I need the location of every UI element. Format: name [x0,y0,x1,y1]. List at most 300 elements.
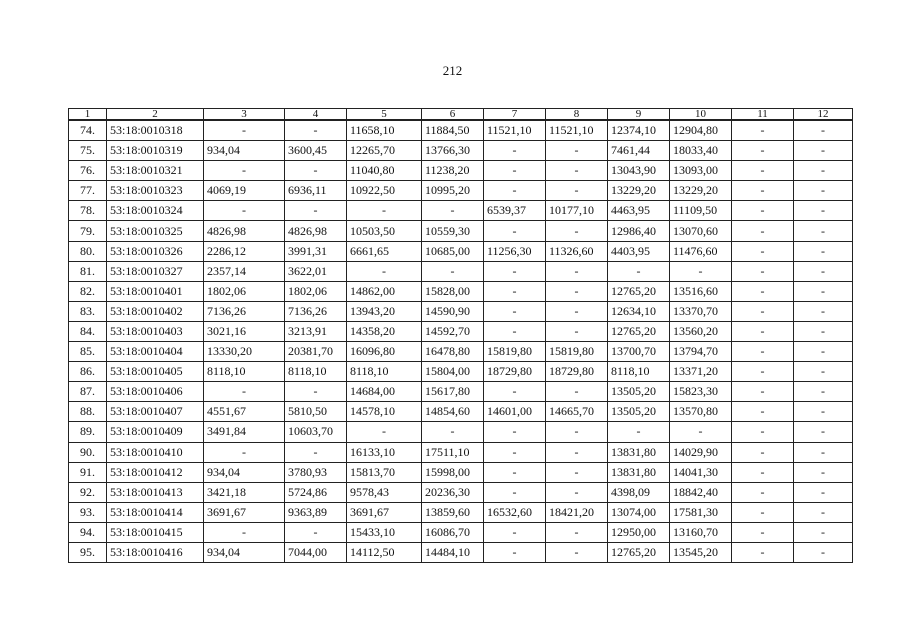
table-cell-col-3: 4826,98 [204,221,285,241]
column-header-10: 10 [670,109,732,121]
table-cell-col-1: 84. [69,321,107,341]
table-cell-col-7: - [484,522,546,542]
table-cell-col-8: - [546,321,608,341]
table-cell-col-11: - [732,221,794,241]
table-cell-col-7: - [484,221,546,241]
table-cell-col-1: 74. [69,120,107,141]
table-cell-col-10: 13093,00 [670,161,732,181]
table-cell-col-8: - [546,542,608,562]
table-cell-col-11: - [732,181,794,201]
table-cell-col-8: - [546,482,608,502]
table-cell-col-2: 53:18:0010327 [107,261,204,281]
table-cell-col-12: - [794,402,853,422]
table-cell-col-5: 16133,10 [347,442,422,462]
table-cell-col-12: - [794,221,853,241]
table-cell-col-5: 14358,20 [347,321,422,341]
table-cell-col-1: 92. [69,482,107,502]
table-cell-col-12: - [794,462,853,482]
table-cell-col-7: - [484,281,546,301]
table-cell-col-8: 18421,20 [546,502,608,522]
table-row [69,542,853,562]
table-cell-col-12: - [794,181,853,201]
table-cell-col-11: - [732,120,794,141]
table-row [69,221,853,241]
table-cell-col-6: 14592,70 [422,321,484,341]
table-cell-col-6: 10685,00 [422,241,484,261]
table-cell-col-1: 87. [69,382,107,402]
table-cell-col-12: - [794,281,853,301]
table-row [69,442,853,462]
table-cell-col-8: - [546,141,608,161]
table-cell-col-10: 12904,80 [670,120,732,141]
table-cell-col-1: 95. [69,542,107,562]
table-cell-col-1: 88. [69,402,107,422]
table-cell-col-7: - [484,462,546,482]
table-cell-col-4: - [285,382,347,402]
table-cell-col-9: 13229,20 [608,181,670,201]
table-cell-col-3: 8118,10 [204,362,285,382]
table-cell-col-11: - [732,522,794,542]
table-cell-col-6: 14484,10 [422,542,484,562]
table-cell-col-3: 934,04 [204,141,285,161]
table-cell-col-3: 3691,67 [204,502,285,522]
table-cell-col-10: 13371,20 [670,362,732,382]
table-cell-col-9: 12634,10 [608,301,670,321]
table-cell-col-4: - [285,120,347,141]
table-cell-col-12: - [794,342,853,362]
table-cell-col-12: - [794,141,853,161]
table-cell-col-7: 18729,80 [484,362,546,382]
table-cell-col-10: - [670,422,732,442]
table-cell-col-2: 53:18:0010416 [107,542,204,562]
table-cell-col-5: - [347,422,422,442]
table-cell-col-4: 3600,45 [285,141,347,161]
table-cell-col-6: 15804,00 [422,362,484,382]
table-cell-col-11: - [732,502,794,522]
table-cell-col-7: 15819,80 [484,342,546,362]
table-row [69,482,853,502]
table-cell-col-9: 13043,90 [608,161,670,181]
table-cell-col-12: - [794,241,853,261]
table-row [69,241,853,261]
table-cell-col-11: - [732,422,794,442]
table-cell-col-3: - [204,120,285,141]
table-cell-col-4: 10603,70 [285,422,347,442]
table-cell-col-3: 2286,12 [204,241,285,261]
table-cell-col-10: 13570,80 [670,402,732,422]
column-header-11: 11 [732,109,794,121]
table-cell-col-1: 83. [69,301,107,321]
table-cell-col-8: - [546,422,608,442]
data-table [68,108,853,563]
table-cell-col-7: - [484,181,546,201]
table-cell-col-12: - [794,482,853,502]
table-cell-col-1: 93. [69,502,107,522]
table-cell-col-8: - [546,221,608,241]
column-header-6: 6 [422,109,484,121]
table-cell-col-5: - [347,201,422,221]
table-cell-col-6: 10559,30 [422,221,484,241]
table-cell-col-6: 14590,90 [422,301,484,321]
table-cell-col-6: 11884,50 [422,120,484,141]
table-cell-col-3: 2357,14 [204,261,285,281]
table-cell-col-6: 16086,70 [422,522,484,542]
table-cell-col-3: - [204,161,285,181]
table-cell-col-12: - [794,321,853,341]
table-cell-col-3: - [204,522,285,542]
table-cell-col-8: 11326,60 [546,241,608,261]
table-cell-col-7: - [484,301,546,321]
table-cell-col-6: 14854,60 [422,402,484,422]
table-cell-col-3: 4069,19 [204,181,285,201]
table-cell-col-11: - [732,161,794,181]
table-cell-col-3: 934,04 [204,542,285,562]
table-cell-col-4: 7044,00 [285,542,347,562]
table-cell-col-12: - [794,382,853,402]
table-cell-col-11: - [732,442,794,462]
table-cell-col-8: 15819,80 [546,342,608,362]
table-cell-col-6: 15828,00 [422,281,484,301]
table-cell-col-11: - [732,281,794,301]
table-cell-col-9: 13831,80 [608,462,670,482]
table-cell-col-6: 15617,80 [422,382,484,402]
table-cell-col-7: - [484,422,546,442]
table-cell-col-7: - [484,321,546,341]
table-row [69,362,853,382]
table-cell-col-8: 14665,70 [546,402,608,422]
table-cell-col-10: 13794,70 [670,342,732,362]
table-cell-col-1: 94. [69,522,107,542]
table-cell-col-7: 14601,00 [484,402,546,422]
table-row [69,342,853,362]
table-cell-col-7: 6539,37 [484,201,546,221]
table-cell-col-1: 81. [69,261,107,281]
table-cell-col-11: - [732,542,794,562]
table-cell-col-2: 53:18:0010405 [107,362,204,382]
table-cell-col-5: 13943,20 [347,301,422,321]
table-cell-col-5: 11040,80 [347,161,422,181]
table-cell-col-5: - [347,261,422,281]
column-header-12: 12 [794,109,853,121]
table-cell-col-4: - [285,442,347,462]
table-cell-col-6: 10995,20 [422,181,484,201]
table-cell-col-1: 76. [69,161,107,181]
table-cell-col-11: - [732,342,794,362]
table-cell-col-2: 53:18:0010403 [107,321,204,341]
table-cell-col-7: - [484,161,546,181]
table-row [69,161,853,181]
table-cell-col-3: 934,04 [204,462,285,482]
table-cell-col-1: 77. [69,181,107,201]
table-cell-col-12: - [794,542,853,562]
table-cell-col-1: 79. [69,221,107,241]
table-cell-col-8: - [546,161,608,181]
table-cell-col-8: 10177,10 [546,201,608,221]
table-cell-col-8: - [546,382,608,402]
table-cell-col-5: 15813,70 [347,462,422,482]
table-cell-col-1: 89. [69,422,107,442]
table-cell-col-4: 7136,26 [285,301,347,321]
table-cell-col-12: - [794,422,853,442]
table-cell-col-11: - [732,261,794,281]
table-row [69,181,853,201]
table-body [69,120,853,563]
table-cell-col-10: 11476,60 [670,241,732,261]
table-cell-col-10: 13160,70 [670,522,732,542]
table-cell-col-1: 85. [69,342,107,362]
table-cell-col-4: 3213,91 [285,321,347,341]
table-cell-col-10: 18842,40 [670,482,732,502]
table-row [69,141,853,161]
table-cell-col-10: 13545,20 [670,542,732,562]
table-cell-col-4: 5724,86 [285,482,347,502]
table-cell-col-7: - [484,442,546,462]
table-cell-col-10: 15823,30 [670,382,732,402]
table-cell-col-9: 12765,20 [608,321,670,341]
table-row [69,201,853,221]
table-cell-col-2: 53:18:0010406 [107,382,204,402]
table-cell-col-10: 14029,90 [670,442,732,462]
table-cell-col-10: 11109,50 [670,201,732,221]
table-cell-col-2: 53:18:0010412 [107,462,204,482]
table-cell-col-2: 53:18:0010404 [107,342,204,362]
table-cell-col-4: - [285,201,347,221]
table-cell-col-4: 20381,70 [285,342,347,362]
table-cell-col-1: 78. [69,201,107,221]
table-cell-col-5: 10922,50 [347,181,422,201]
table-cell-col-5: 9578,43 [347,482,422,502]
table-cell-col-4: 9363,89 [285,502,347,522]
table-cell-col-4: 1802,06 [285,281,347,301]
table-cell-col-11: - [732,241,794,261]
table-cell-col-10: 18033,40 [670,141,732,161]
table-cell-col-5: 3691,67 [347,502,422,522]
table-cell-col-8: - [546,281,608,301]
table-cell-col-3: - [204,442,285,462]
column-header-8: 8 [546,109,608,121]
table-cell-col-9: 7461,44 [608,141,670,161]
table-cell-col-1: 82. [69,281,107,301]
table-cell-col-9: 13505,20 [608,382,670,402]
table-row [69,281,853,301]
table-cell-col-3: 3491,84 [204,422,285,442]
table-cell-col-2: 53:18:0010407 [107,402,204,422]
table-cell-col-11: - [732,301,794,321]
table-cell-col-6: 20236,30 [422,482,484,502]
table-cell-col-8: - [546,442,608,462]
table-cell-col-11: - [732,482,794,502]
table-cell-col-4: 3780,93 [285,462,347,482]
table-cell-col-8: 11521,10 [546,120,608,141]
table-cell-col-12: - [794,522,853,542]
table-cell-col-10: 13560,20 [670,321,732,341]
table-cell-col-6: 13859,60 [422,502,484,522]
table-row [69,522,853,542]
table-cell-col-9: 12986,40 [608,221,670,241]
table-cell-col-9: 12950,00 [608,522,670,542]
table-cell-col-9: 12765,20 [608,281,670,301]
table-cell-col-4: 3622,01 [285,261,347,281]
table-cell-col-8: - [546,301,608,321]
table-row [69,321,853,341]
column-header-9: 9 [608,109,670,121]
table-cell-col-9: 4403,95 [608,241,670,261]
table-cell-col-7: 11256,30 [484,241,546,261]
table-cell-col-9: 4463,95 [608,201,670,221]
table-cell-col-6: - [422,201,484,221]
table-row [69,261,853,281]
table-cell-col-5: 10503,50 [347,221,422,241]
table-cell-col-12: - [794,502,853,522]
table-cell-col-8: - [546,462,608,482]
table-cell-col-12: - [794,161,853,181]
table-cell-col-9: 13505,20 [608,402,670,422]
table-cell-col-2: 53:18:0010413 [107,482,204,502]
table-cell-col-2: 53:18:0010415 [107,522,204,542]
table-cell-col-2: 53:18:0010401 [107,281,204,301]
table-cell-col-7: - [484,542,546,562]
table-cell-col-8: 18729,80 [546,362,608,382]
table-cell-col-11: - [732,362,794,382]
table-cell-col-3: 4551,67 [204,402,285,422]
column-header-7: 7 [484,109,546,121]
table-cell-col-2: 53:18:0010410 [107,442,204,462]
table-cell-col-2: 53:18:0010414 [107,502,204,522]
table-row [69,462,853,482]
table-cell-col-5: 8118,10 [347,362,422,382]
table-header-row [69,109,853,121]
table-cell-col-3: 3421,18 [204,482,285,502]
table-cell-col-10: 14041,30 [670,462,732,482]
table-cell-col-5: 16096,80 [347,342,422,362]
table-cell-col-4: 3991,31 [285,241,347,261]
table-cell-col-1: 90. [69,442,107,462]
column-header-5: 5 [347,109,422,121]
table-cell-col-5: 12265,70 [347,141,422,161]
table-cell-col-2: 53:18:0010319 [107,141,204,161]
table-cell-col-12: - [794,261,853,281]
table-row [69,402,853,422]
table-cell-col-5: 14112,50 [347,542,422,562]
table-cell-col-6: 15998,00 [422,462,484,482]
table-cell-col-4: 6936,11 [285,181,347,201]
table-cell-col-8: - [546,261,608,281]
table-cell-col-10: 13370,70 [670,301,732,321]
table-cell-col-12: - [794,201,853,221]
table-cell-col-1: 80. [69,241,107,261]
table-cell-col-5: 14862,00 [347,281,422,301]
table-cell-col-2: 53:18:0010318 [107,120,204,141]
table-cell-col-4: 5810,50 [285,402,347,422]
table-cell-col-7: - [484,261,546,281]
column-header-1: 1 [69,109,107,121]
table-cell-col-11: - [732,382,794,402]
table-cell-col-8: - [546,522,608,542]
table-cell-col-12: - [794,362,853,382]
table-cell-col-2: 53:18:0010325 [107,221,204,241]
table-cell-col-3: - [204,382,285,402]
page-number: 212 [442,63,463,78]
table-cell-col-4: - [285,522,347,542]
table-cell-col-4: 4826,98 [285,221,347,241]
table-cell-col-7: - [484,382,546,402]
table-cell-col-10: 13070,60 [670,221,732,241]
table-cell-col-5: 15433,10 [347,522,422,542]
table-cell-col-2: 53:18:0010321 [107,161,204,181]
table-cell-col-2: 53:18:0010324 [107,201,204,221]
table-cell-col-9: 8118,10 [608,362,670,382]
table-cell-col-9: - [608,422,670,442]
table-cell-col-4: 8118,10 [285,362,347,382]
table-cell-col-11: - [732,462,794,482]
table-cell-col-6: - [422,261,484,281]
table-cell-col-3: 3021,16 [204,321,285,341]
table-cell-col-7: - [484,482,546,502]
table-cell-col-11: - [732,201,794,221]
table-cell-col-3: 1802,06 [204,281,285,301]
table-cell-col-1: 91. [69,462,107,482]
table-cell-col-12: - [794,301,853,321]
table-cell-col-9: 12765,20 [608,542,670,562]
table-cell-col-6: 16478,80 [422,342,484,362]
table-cell-col-11: - [732,402,794,422]
table-cell-col-6: 11238,20 [422,161,484,181]
table-cell-col-2: 53:18:0010402 [107,301,204,321]
table-cell-col-10: 13229,20 [670,181,732,201]
table-cell-col-2: 53:18:0010409 [107,422,204,442]
table-cell-col-6: 13766,30 [422,141,484,161]
table-cell-col-7: - [484,141,546,161]
table-cell-col-9: - [608,261,670,281]
table-row [69,120,853,141]
table-cell-col-2: 53:18:0010326 [107,241,204,261]
table-cell-col-3: 13330,20 [204,342,285,362]
table-cell-col-6: - [422,422,484,442]
table-row [69,382,853,402]
table-cell-col-9: 13074,00 [608,502,670,522]
table-cell-col-4: - [285,161,347,181]
table-cell-col-5: 11658,10 [347,120,422,141]
table-cell-col-2: 53:18:0010323 [107,181,204,201]
table-cell-col-9: 4398,09 [608,482,670,502]
table-cell-col-6: 17511,10 [422,442,484,462]
table-cell-col-7: 11521,10 [484,120,546,141]
table-row [69,422,853,442]
table-cell-col-12: - [794,120,853,141]
table-cell-col-12: - [794,442,853,462]
table-cell-col-7: 16532,60 [484,502,546,522]
table-cell-col-3: 7136,26 [204,301,285,321]
table-cell-col-10: - [670,261,732,281]
table-cell-col-11: - [732,141,794,161]
column-header-2: 2 [107,109,204,121]
table-row [69,301,853,321]
table-cell-col-9: 13700,70 [608,342,670,362]
table-cell-col-8: - [546,181,608,201]
table-row [69,502,853,522]
table-cell-col-10: 13516,60 [670,281,732,301]
table-cell-col-11: - [732,321,794,341]
table-cell-col-9: 13831,80 [608,442,670,462]
column-header-3: 3 [204,109,285,121]
table-cell-col-9: 12374,10 [608,120,670,141]
table-cell-col-10: 17581,30 [670,502,732,522]
table-cell-col-5: 14684,00 [347,382,422,402]
column-header-4: 4 [285,109,347,121]
table-cell-col-1: 75. [69,141,107,161]
table-cell-col-5: 14578,10 [347,402,422,422]
table-cell-col-3: - [204,201,285,221]
